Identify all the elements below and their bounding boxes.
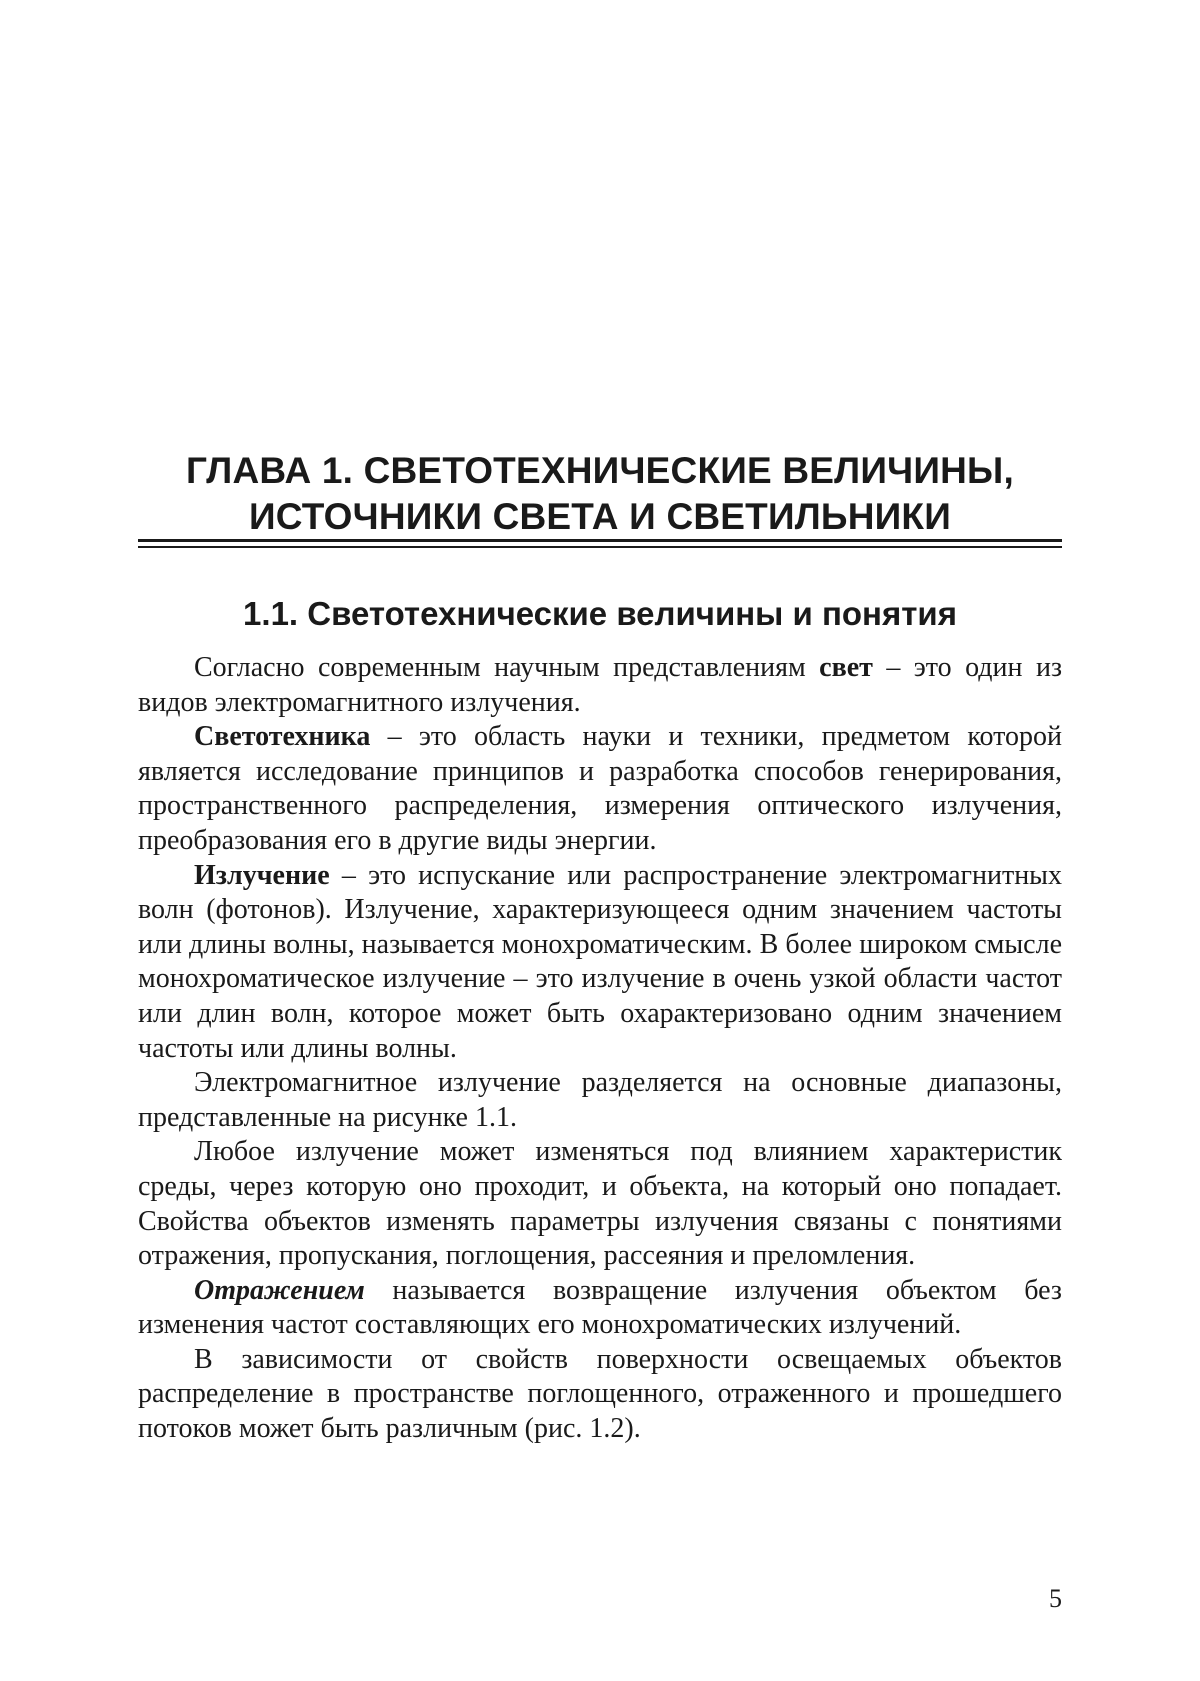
- paragraph-reflection: [138, 1274, 1062, 1343]
- chapter-rule-thin: [138, 546, 1062, 548]
- chapter-title-line-1: ГЛАВА 1. СВЕТОТЕХНИЧЕСКИЕ ВЕЛИЧИНЫ,: [186, 450, 1014, 491]
- paragraph-text: – это один из видов электромагнитного излучения.: [138, 652, 1063, 718]
- paragraph-em-ranges: Электромагнитное излучение разделяется на основные диапазоны, представленные на рисунке 1.1.: [138, 1067, 1062, 1133]
- paragraph-environment-influence: Любое излучение может изменяться под влиянием характеристик среды, через которую оно проходит, и объекта, на который оно попадает. Свойства объектов изменять параметры излучения связаны с понятиями отражения, пропускания, поглощения, рассеяния и преломления.: [138, 1136, 1062, 1272]
- paragraph-text: называется возвращение излучения объектом без изменения частот составляющих его монохроматических излучений.: [138, 1274, 1062, 1341]
- chapter-rule-thick: [138, 539, 1062, 542]
- term-radiation: Излучение: [194, 859, 330, 891]
- page-number: 5: [1049, 1584, 1062, 1613]
- paragraph-text: – это область науки и техники, предметом которой является исследование принципов и разработка способов генерирования, пространственного распределения, измерения оптического излучения, преобразования его в другие виды энергии.: [138, 721, 1062, 856]
- term-lighting-engineering: Светотехника: [194, 721, 371, 753]
- body-text: [138, 651, 1062, 1447]
- section-title: 1.1. Светотехнические величины и понятия: [243, 595, 957, 632]
- paragraph-radiation: [138, 859, 1062, 1067]
- term-light: свет: [819, 652, 873, 683]
- term-reflection: Отражением: [194, 1274, 365, 1306]
- paragraph-lighting-engineering: [138, 720, 1062, 858]
- paragraph-flux-distribution: В зависимости от свойств поверхности освещаемых объектов распределение в пространстве поглощенного, отраженного и прошедшего потоков может быть различным (рис. 1.2).: [138, 1343, 1062, 1445]
- chapter-title: [138, 448, 1062, 540]
- paragraph-text: – это испускание или распространение электромагнитных волн (фотонов). Излучение, характеризующееся одним значением частоты или длины волны, называется монохроматическим. В более широком смысле монохроматическое излучение – это излучение в очень узкой области частот или длин волн, которое может быть охарактеризовано одним значением частоты или длины волны.: [138, 859, 1062, 1064]
- paragraph-text: Согласно современным научным представлениям: [194, 652, 820, 683]
- paragraph-light-definition: [138, 651, 1062, 720]
- chapter-title-line-2: ИСТОЧНИКИ СВЕТА И СВЕТИЛЬНИКИ: [248, 496, 952, 537]
